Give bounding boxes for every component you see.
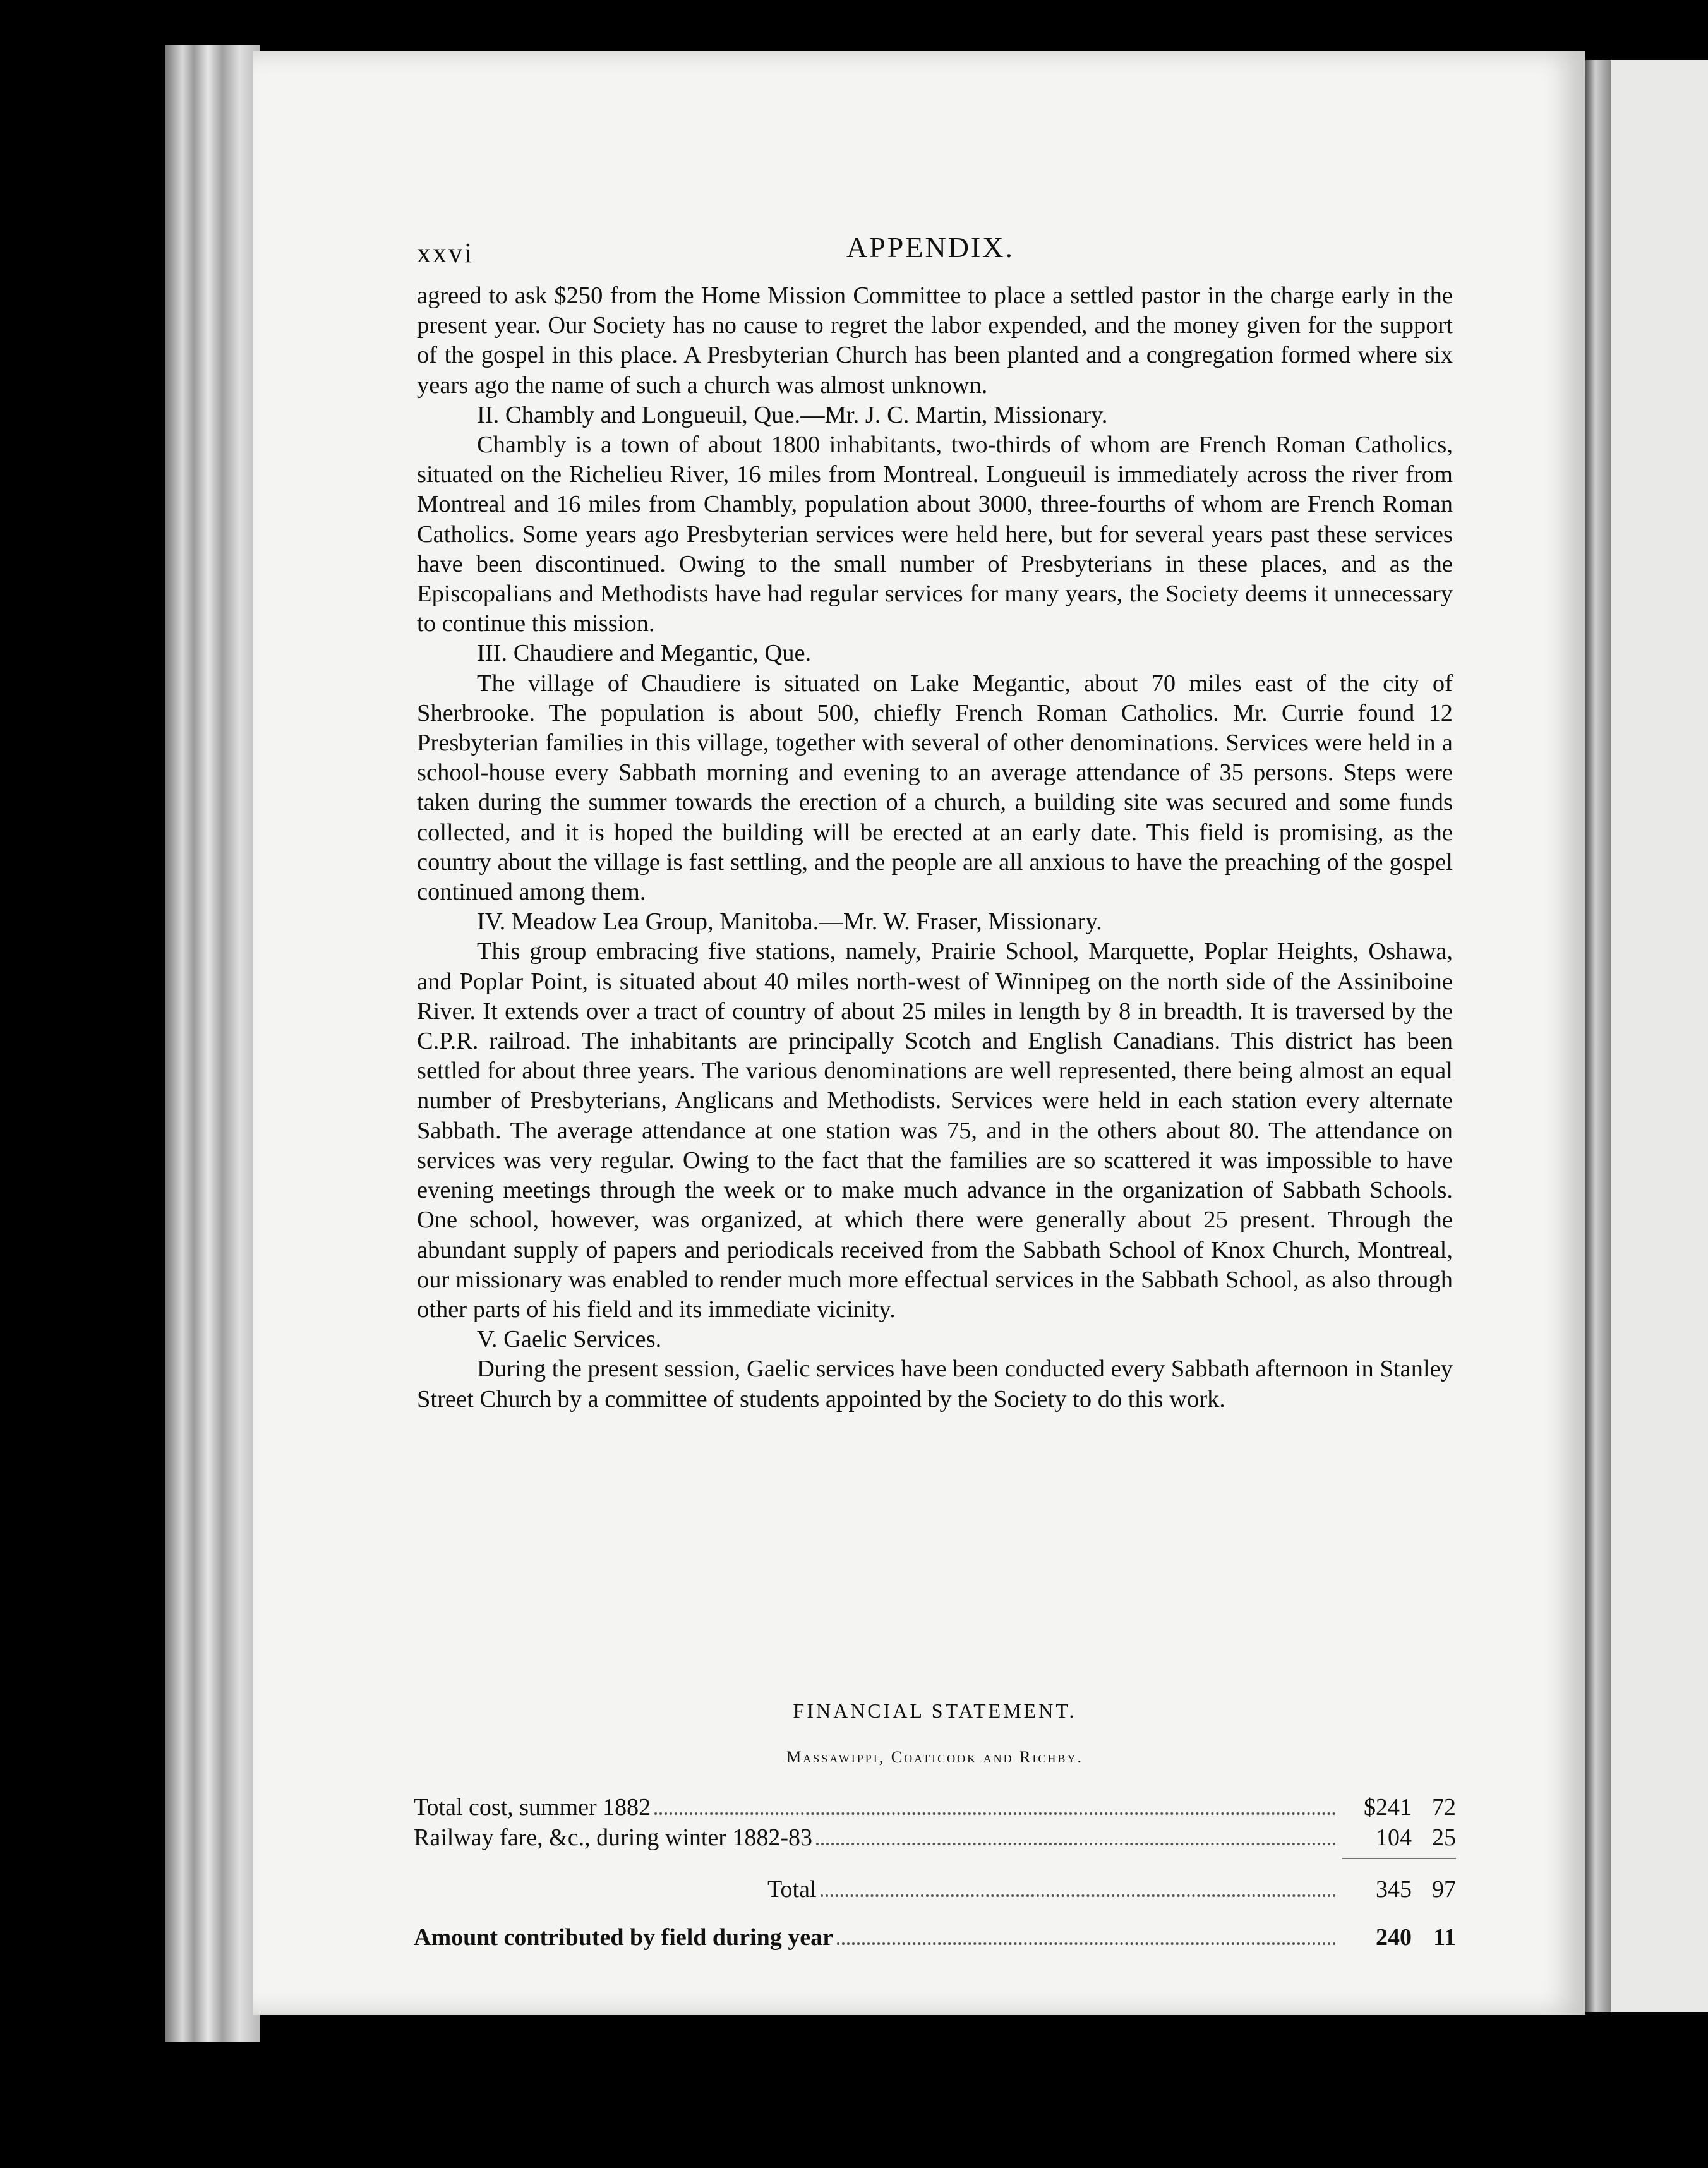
- financial-title: FINANCIAL STATEMENT.: [793, 1699, 1077, 1722]
- dot-leader: [654, 1812, 1336, 1815]
- page-header: [417, 231, 1453, 275]
- paragraph-continued: agreed to ask $250 from the Home Mission Committee to place a settled pastor in the charge early in the present year. Our Society has no cause to regret the labor expended, and the money given for the support of the gospel in this place. A Presbyterian Church has been planted and a congregation formed where six years ago the name of such a church was almost unknown.: [417, 282, 1453, 399]
- body-text: [417, 281, 1453, 1414]
- dot-leader: [816, 1843, 1336, 1845]
- section-heading-gaelic: V. Gaelic Services.: [477, 1326, 662, 1353]
- dot-leader: [837, 1942, 1336, 1945]
- ledger-cents: 25: [1432, 1824, 1456, 1851]
- sum-rule: [1342, 1858, 1456, 1859]
- dot-leader: [821, 1894, 1336, 1897]
- section-heading-chambly: II. Chambly and Longueuil, Que.—Mr. J. C. Martin, Missionary.: [477, 401, 1108, 428]
- ledger-label: Total cost, summer 1882: [414, 1794, 651, 1821]
- ledger-cents: 11: [1433, 1924, 1456, 1951]
- paragraph-chaudiere: The village of Chaudiere is situated on Lake Megantic, about 70 miles east of the city of Sherbrooke. The population is about 500, chiefly French Roman Catholics. Mr. Currie found 12 Presbyterian families in this village, together with several of other denominations. Services were held in a school-house every Sabbath morning and evening to an average attendance of 35 persons. Steps were taken during the summer towards the erection of a church, a building site was secured and some funds collected, and it is hoped the building will be erected at an early date. This field is promising, as the country about the village is fast settling, and the people are all anxious to have the preaching of the gospel continued among them.: [417, 670, 1453, 906]
- ledger-cents: 72: [1432, 1794, 1456, 1821]
- ledger-contributed-row: [414, 1924, 1456, 1954]
- page-number: xxvi: [417, 238, 474, 268]
- section-heading-meadow-lea: IV. Meadow Lea Group, Manitoba.—Mr. W. Fraser, Missionary.: [477, 908, 1102, 936]
- ledger-row: [414, 1824, 1456, 1854]
- facing-page-edge: [1611, 60, 1708, 2012]
- ledger-amount: [1342, 1876, 1456, 1903]
- ledger-cents: 97: [1432, 1876, 1456, 1903]
- financial-subtitle: Massawippi, Coaticook and Richby.: [786, 1748, 1083, 1766]
- ledger-total-label: Total: [767, 1876, 817, 1903]
- book-gutter: [1585, 60, 1611, 2012]
- ledger-amount: [1342, 1924, 1456, 1951]
- ledger-label: Amount contributed by field during year: [414, 1924, 833, 1951]
- ledger-dollars: 104: [1376, 1824, 1412, 1851]
- financial-statement: [414, 1699, 1456, 1954]
- ledger-dollars: $241: [1364, 1794, 1412, 1821]
- ledger-amount: [1342, 1824, 1456, 1852]
- paragraph-chambly: Chambly is a town of about 1800 inhabitants, two-thirds of whom are French Roman Catholics, situated on the Richelieu River, 16 miles from Montreal. Longueuil is immediately across the river from Montreal and 16 miles from Chambly, population about 3000, three-fourths of whom are French Roman Catholics. Some years ago Presbyterian services were held here, but for several years past these services have been discontinued. Owing to the small number of Presbyterians in these places, and as the Episcopalians and Methodists have had regular services for many years, the Society deems it unnecessary to continue this mission.: [417, 431, 1453, 637]
- running-head: APPENDIX.: [846, 231, 1014, 263]
- page-stack-edges: [165, 45, 260, 2042]
- ledger-dollars: 240: [1376, 1924, 1412, 1951]
- ledger-dollars: 345: [1376, 1876, 1412, 1903]
- ledger-total-row: [414, 1876, 1456, 1906]
- ledger-label: Railway fare, &c., during winter 1882-83: [414, 1824, 813, 1851]
- ledger-amount: [1342, 1793, 1456, 1821]
- section-heading-chaudiere: III. Chaudiere and Megantic, Que.: [477, 640, 812, 667]
- paragraph-gaelic: During the present session, Gaelic services have been conducted every Sabbath afternoon in Stanley Street Church by a committee of students appointed by the Society to do this work.: [417, 1356, 1453, 1412]
- paragraph-meadow-lea: This group embracing five stations, namely, Prairie School, Marquette, Poplar Heights, Oshawa, and Poplar Point, is situated about 40 miles north-west of Winnipeg on the north side of the Assiniboine River. It extends over a tract of country of about 25 miles in length by 8 in breadth. It is traversed by the C.P.R. railroad. The inhabitants are principally Scotch and English Canadians. This district has been settled for about three years. The various denominations are well represented, there being almost an equal number of Presbyterians, Anglicans and Methodists. Services were held in each station every alternate Sabbath. The average attendance at one station was 75, and in the others about 80. The attendance on services was very regular. Owing to the fact that the families are so scattered it was impossible to have evening meetings through the week or to make much advance in the organization of Sabbath Schools. One school, however, was organized, at which there were generally about 25 present. Through the abundant supply of papers and periodicals received from the Sabbath School of Knox Church, Montreal, our missionary was enabled to render much more effectual services in the Sabbath School, as also through other parts of his field and its immediate vicinity.: [417, 938, 1453, 1323]
- ledger-row: [414, 1793, 1456, 1824]
